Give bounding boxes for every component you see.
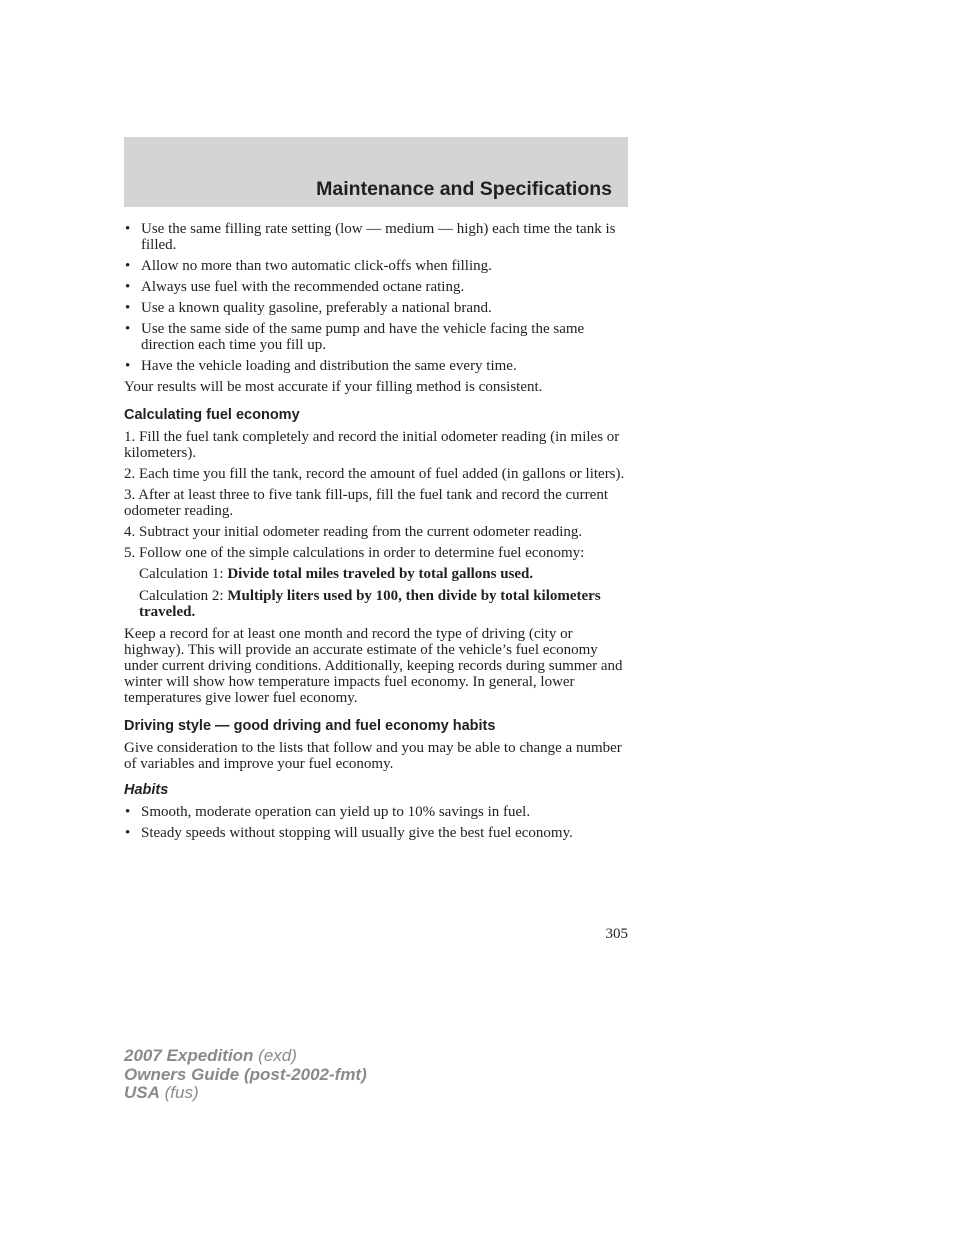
list-item-text: Use the same filling rate setting (low — medium — high) each time the tank is filled. [141,221,616,253]
calc-heading: Calculating fuel economy [124,407,300,423]
page-content [124,221,628,846]
bullet-icon: • [125,279,131,295]
footer-model-code: (exd) [253,1046,297,1065]
results-note: Your results will be most accurate if your filling method is consistent. [124,379,543,395]
driving-heading: Driving style — good driving and fuel economy habits [124,718,496,734]
list-item [124,804,628,820]
list-item [124,221,628,253]
list-item [124,279,628,295]
bullet-icon: • [125,825,131,841]
bullet-icon: • [125,221,131,237]
footer-line-1 [124,1047,367,1066]
footer-line-2 [124,1066,367,1085]
calc-step: 2. Each time you fill the tank, record the amount of fuel added (in gallons or liters). [124,466,625,482]
bullet-icon: • [125,358,131,374]
calculation-1 [139,566,628,582]
calculation-2 [139,588,628,620]
list-item-text: Use a known quality gasoline, preferably a national brand. [141,300,492,316]
footer-market: USA [124,1083,160,1102]
driving-intro: Give consideration to the lists that follow and you may be able to change a number of variables and improve your fuel economy. [124,740,622,772]
list-item-text: Smooth, moderate operation can yield up to 10% savings in fuel. [141,804,531,820]
bullet-icon: • [125,804,131,820]
footer-market-code: (fus) [159,1083,199,1102]
calc2-label: Calculation 2: [139,588,224,604]
list-item-text: Have the vehicle loading and distribution the same every time. [141,358,517,374]
list-item-text: Always use fuel with the recommended octane rating. [141,279,465,295]
bullet-icon: • [125,321,131,337]
list-item [124,321,628,353]
footer-guide: Owners Guide (post-2002-fmt) [124,1064,367,1084]
list-item-text: Allow no more than two automatic click-offs when filling. [141,258,492,274]
calc-step: 5. Follow one of the simple calculations in order to determine fuel economy: [124,545,585,561]
habits-heading: Habits [124,782,169,798]
list-item [124,358,628,374]
bullet-icon: • [125,258,131,274]
footer-line-3 [124,1084,367,1103]
calc1-label: Calculation 1: [139,566,224,582]
calc-step: 3. After at least three to five tank fill-ups, fill the fuel tank and record the current odometer reading. [124,487,608,519]
calc2-text: Multiply liters used by 100, then divide by total kilometers traveled. [139,588,601,620]
list-item-text: Steady speeds without stopping will usually give the best fuel economy. [141,825,573,841]
section-title: Maintenance and Specifications [316,178,612,200]
list-item [124,258,628,274]
bullet-icon: • [125,300,131,316]
calc1-text: Divide total miles traveled by total gallons used. [227,566,534,582]
list-item-text: Use the same side of the same pump and have the vehicle facing the same direction each time you fill up. [141,321,585,353]
list-item [124,300,628,316]
list-item [124,825,628,841]
filling-tips-list [124,221,628,374]
document-footer [124,1047,367,1103]
habits-list [124,804,628,841]
calc-step: 1. Fill the fuel tank completely and record the initial odometer reading (in miles or kilometers). [124,429,620,461]
record-note: Keep a record for at least one month and record the type of driving (city or highway). This will provide an accurate estimate of the vehicle’s fuel economy under current driving conditions. Additionally, keeping records during summer and winter will show how temperature impacts fuel economy. In general, lower temperatures give lower fuel economy. [124,626,623,706]
footer-model: 2007 Expedition [124,1046,254,1065]
calc-step: 4. Subtract your initial odometer reading from the current odometer reading. [124,524,583,540]
section-header-band [124,137,628,207]
page-number: 305 [605,926,628,942]
